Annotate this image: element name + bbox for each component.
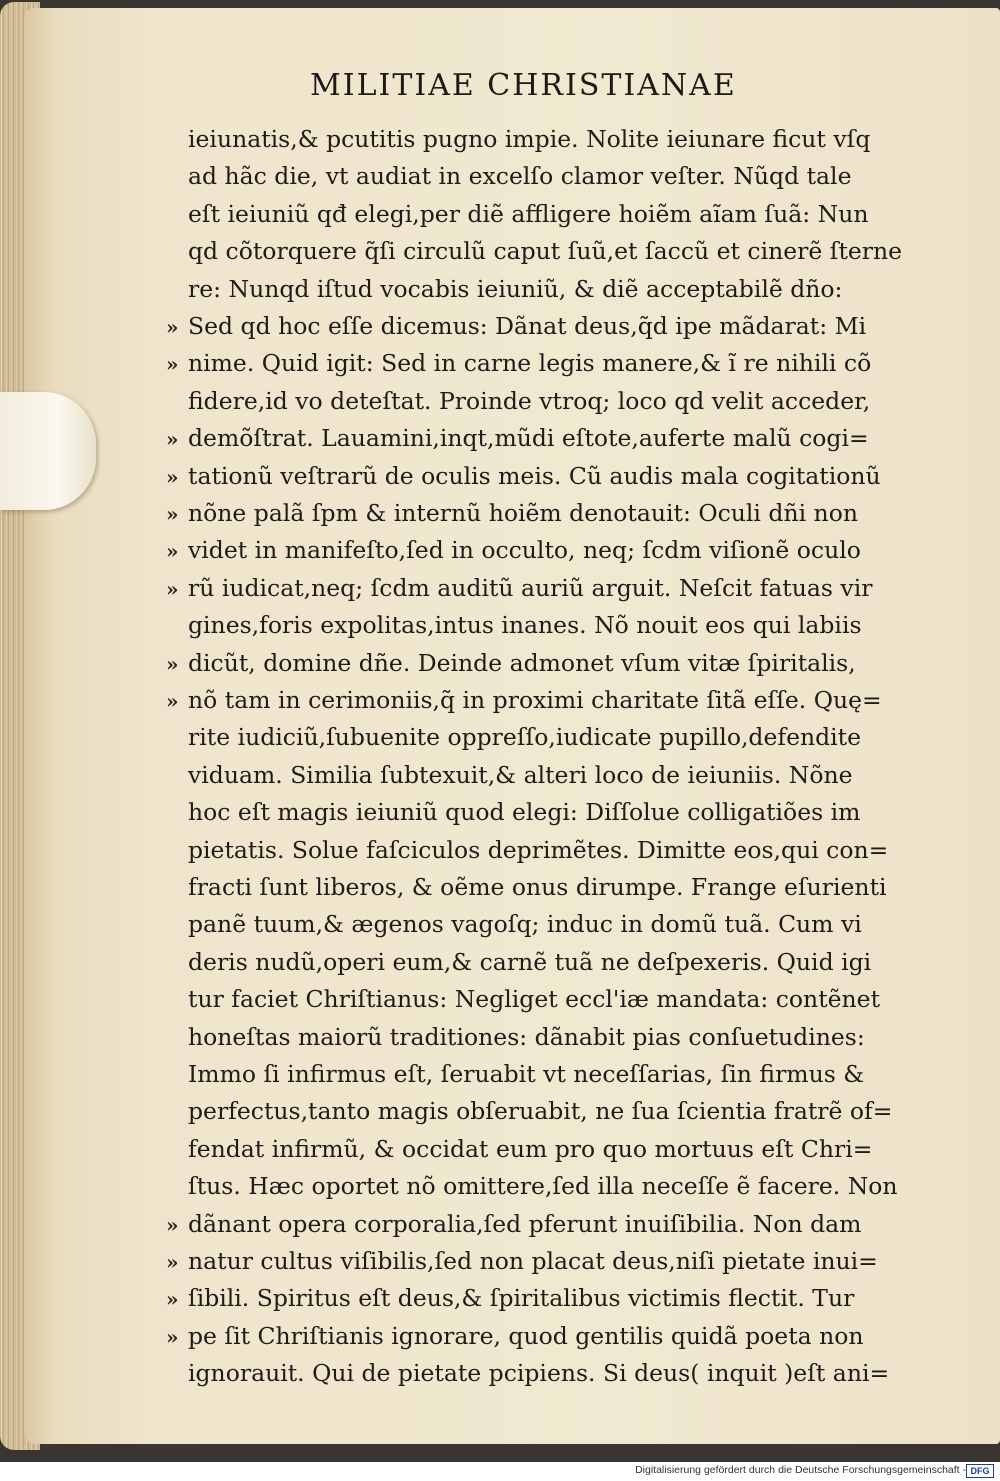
text-line: Immo ſi infirmus eſt, ſeruabit vt neceſſarias, ſin firmus & (188, 1060, 865, 1088)
text-line: ſtus. Hæc oportet nõ omittere,ſed illa neceſſe ẽ facere. Non (188, 1172, 898, 1201)
margin-quote-mark: » (166, 576, 179, 601)
text-line: viduam. Similia ſubtexuit,& alteri loco de ieiuniis. Nõne (188, 760, 853, 789)
text-line: pe ſit Chriſtianis ignorare, quod gentilis quidã poeta non (188, 1321, 864, 1350)
text-line: rite iudiciũ,ſubuenite oppreſſo,iudicate pupillo,defendite (188, 723, 862, 752)
text-line: deris nudũ,operi eum,& carnẽ tuã ne deſpexeris. Quid igi (188, 947, 872, 976)
text-line: nõne palã ſpm & internũ hoiẽm denotauit: Oculi dñi non (188, 499, 858, 527)
text-line: demõſtrat. Lauamini,inqt,mũdi eſtote,auferte malũ cogi= (188, 424, 869, 453)
text-line: eſt ieiuniũ qđ elegi,per diẽ affligere hoiẽm aĩam ſuã: Nun (188, 199, 869, 228)
text-line: panẽ tuum,& ægenos vagoſq; induc in domũ tuã. Cum vi (188, 910, 862, 939)
text-line: videt in manifeſto,ſed in occulto, neq; ſcdm viſionẽ oculo (188, 536, 861, 565)
margin-quote-mark: » (166, 315, 179, 339)
text-line: nõ tam in cerimoniis,q̃ in proximi charitate ſitã eſſe. Quę= (188, 686, 882, 714)
text-line: dãnant opera corporalia,ſed pferunt inuiſibilia. Non dam (188, 1209, 862, 1238)
text-line: ieiunatis,& pcutitis pugno impie. Nolite ieiunare ficut vſq (188, 125, 871, 153)
margin-quote-mark: » (166, 539, 179, 564)
text-line: tur faciet Chriſtianus: Negliget eccl'iæ mandata: contẽnet (188, 985, 881, 1014)
margin-quote-mark: » (166, 689, 179, 713)
margin-quote-mark: » (166, 352, 179, 377)
margin-quote-mark: » (166, 651, 179, 676)
text-line: fidere,id vo deteſtat. Proinde vtroq; loco qd velit acceder, (188, 386, 871, 415)
margin-quote-mark: » (166, 1287, 179, 1312)
bookmark-clasp (0, 392, 96, 510)
text-line: hoc eſt magis ieiuniũ quod elegi: Diſſolue colligatiões im (188, 798, 861, 827)
text-line: ignorauit. Qui de pietate pcipiens. Si deus( inquit )eſt ani= (188, 1359, 890, 1388)
text-line: re: Nunqd iſtud vocabis ieiuniũ, & diẽ acceptabilẽ dño: (188, 274, 843, 303)
margin-quote-mark: » (166, 502, 179, 526)
text-line: honeſtas maiorũ traditiones: dãnabit pias conſuetudines: (188, 1022, 865, 1051)
text-line: fendat infirmũ, & occidat eum pro quo mortuus eſt Chri= (188, 1134, 873, 1163)
margin-quote-mark: » (166, 464, 179, 489)
dfg-logo: DFG (966, 1464, 994, 1478)
text-line: qd cõtorquere q̃ſi circulũ caput ſuũ,et ſaccũ et cinerẽ ſterne (188, 237, 903, 266)
footer-credit: Digitalisierung gefördert durch die Deutsche Forschungsgemeinschaft - (635, 1464, 966, 1476)
running-head: MILITIAE CHRISTIANAE (310, 68, 737, 103)
text-line: natur cultus viſibilis,ſed non placat deus,niſi pietate inui= (188, 1247, 878, 1275)
text-line: pietatis. Solue faſciculos deprimẽtes. Dimitte eos,qui con= (188, 835, 889, 864)
text-line: gines,foris expolitas,intus inanes. Nõ nouit eos qui labiis (188, 611, 862, 640)
margin-quote-mark: » (166, 1250, 179, 1274)
text-line: ſibili. Spiritus eſt deus,& ſpiritalibus victimis flectit. Tur (188, 1284, 855, 1313)
margin-quote-mark: » (166, 1324, 179, 1349)
text-line: rũ iudicat,neq; ſcdm auditũ auriũ arguit. Neſcit fatuas vir (188, 573, 873, 602)
text-line: fracti ſunt liberos, & oẽme onus dirumpe. Frange eſurienti (188, 873, 887, 901)
text-line: Sed qd hoc eſſe dicemus: Dãnat deus,q̃d ipe mãdarat: Mi (188, 312, 867, 340)
margin-quote-mark: » (166, 1212, 179, 1237)
margin-quote-mark: » (166, 427, 179, 452)
text-line: tationũ veſtrarũ de oculis meis. Cũ audis mala cogitationũ (188, 461, 881, 490)
text-line: perfectus,tanto magis obſeruabit, ne ſua ſcientia fratrẽ of= (188, 1097, 893, 1126)
text-line: nime. Quid igit: Sed in carne legis manere,& ĩ re nihili cõ (188, 349, 872, 378)
text-line: ad hãc die, vt audiat in excelſo clamor veſter. Nũqd tale (188, 162, 852, 191)
text-line: dicũt, domine dñe. Deinde admonet vſum vitæ ſpiritalis, (188, 648, 856, 677)
